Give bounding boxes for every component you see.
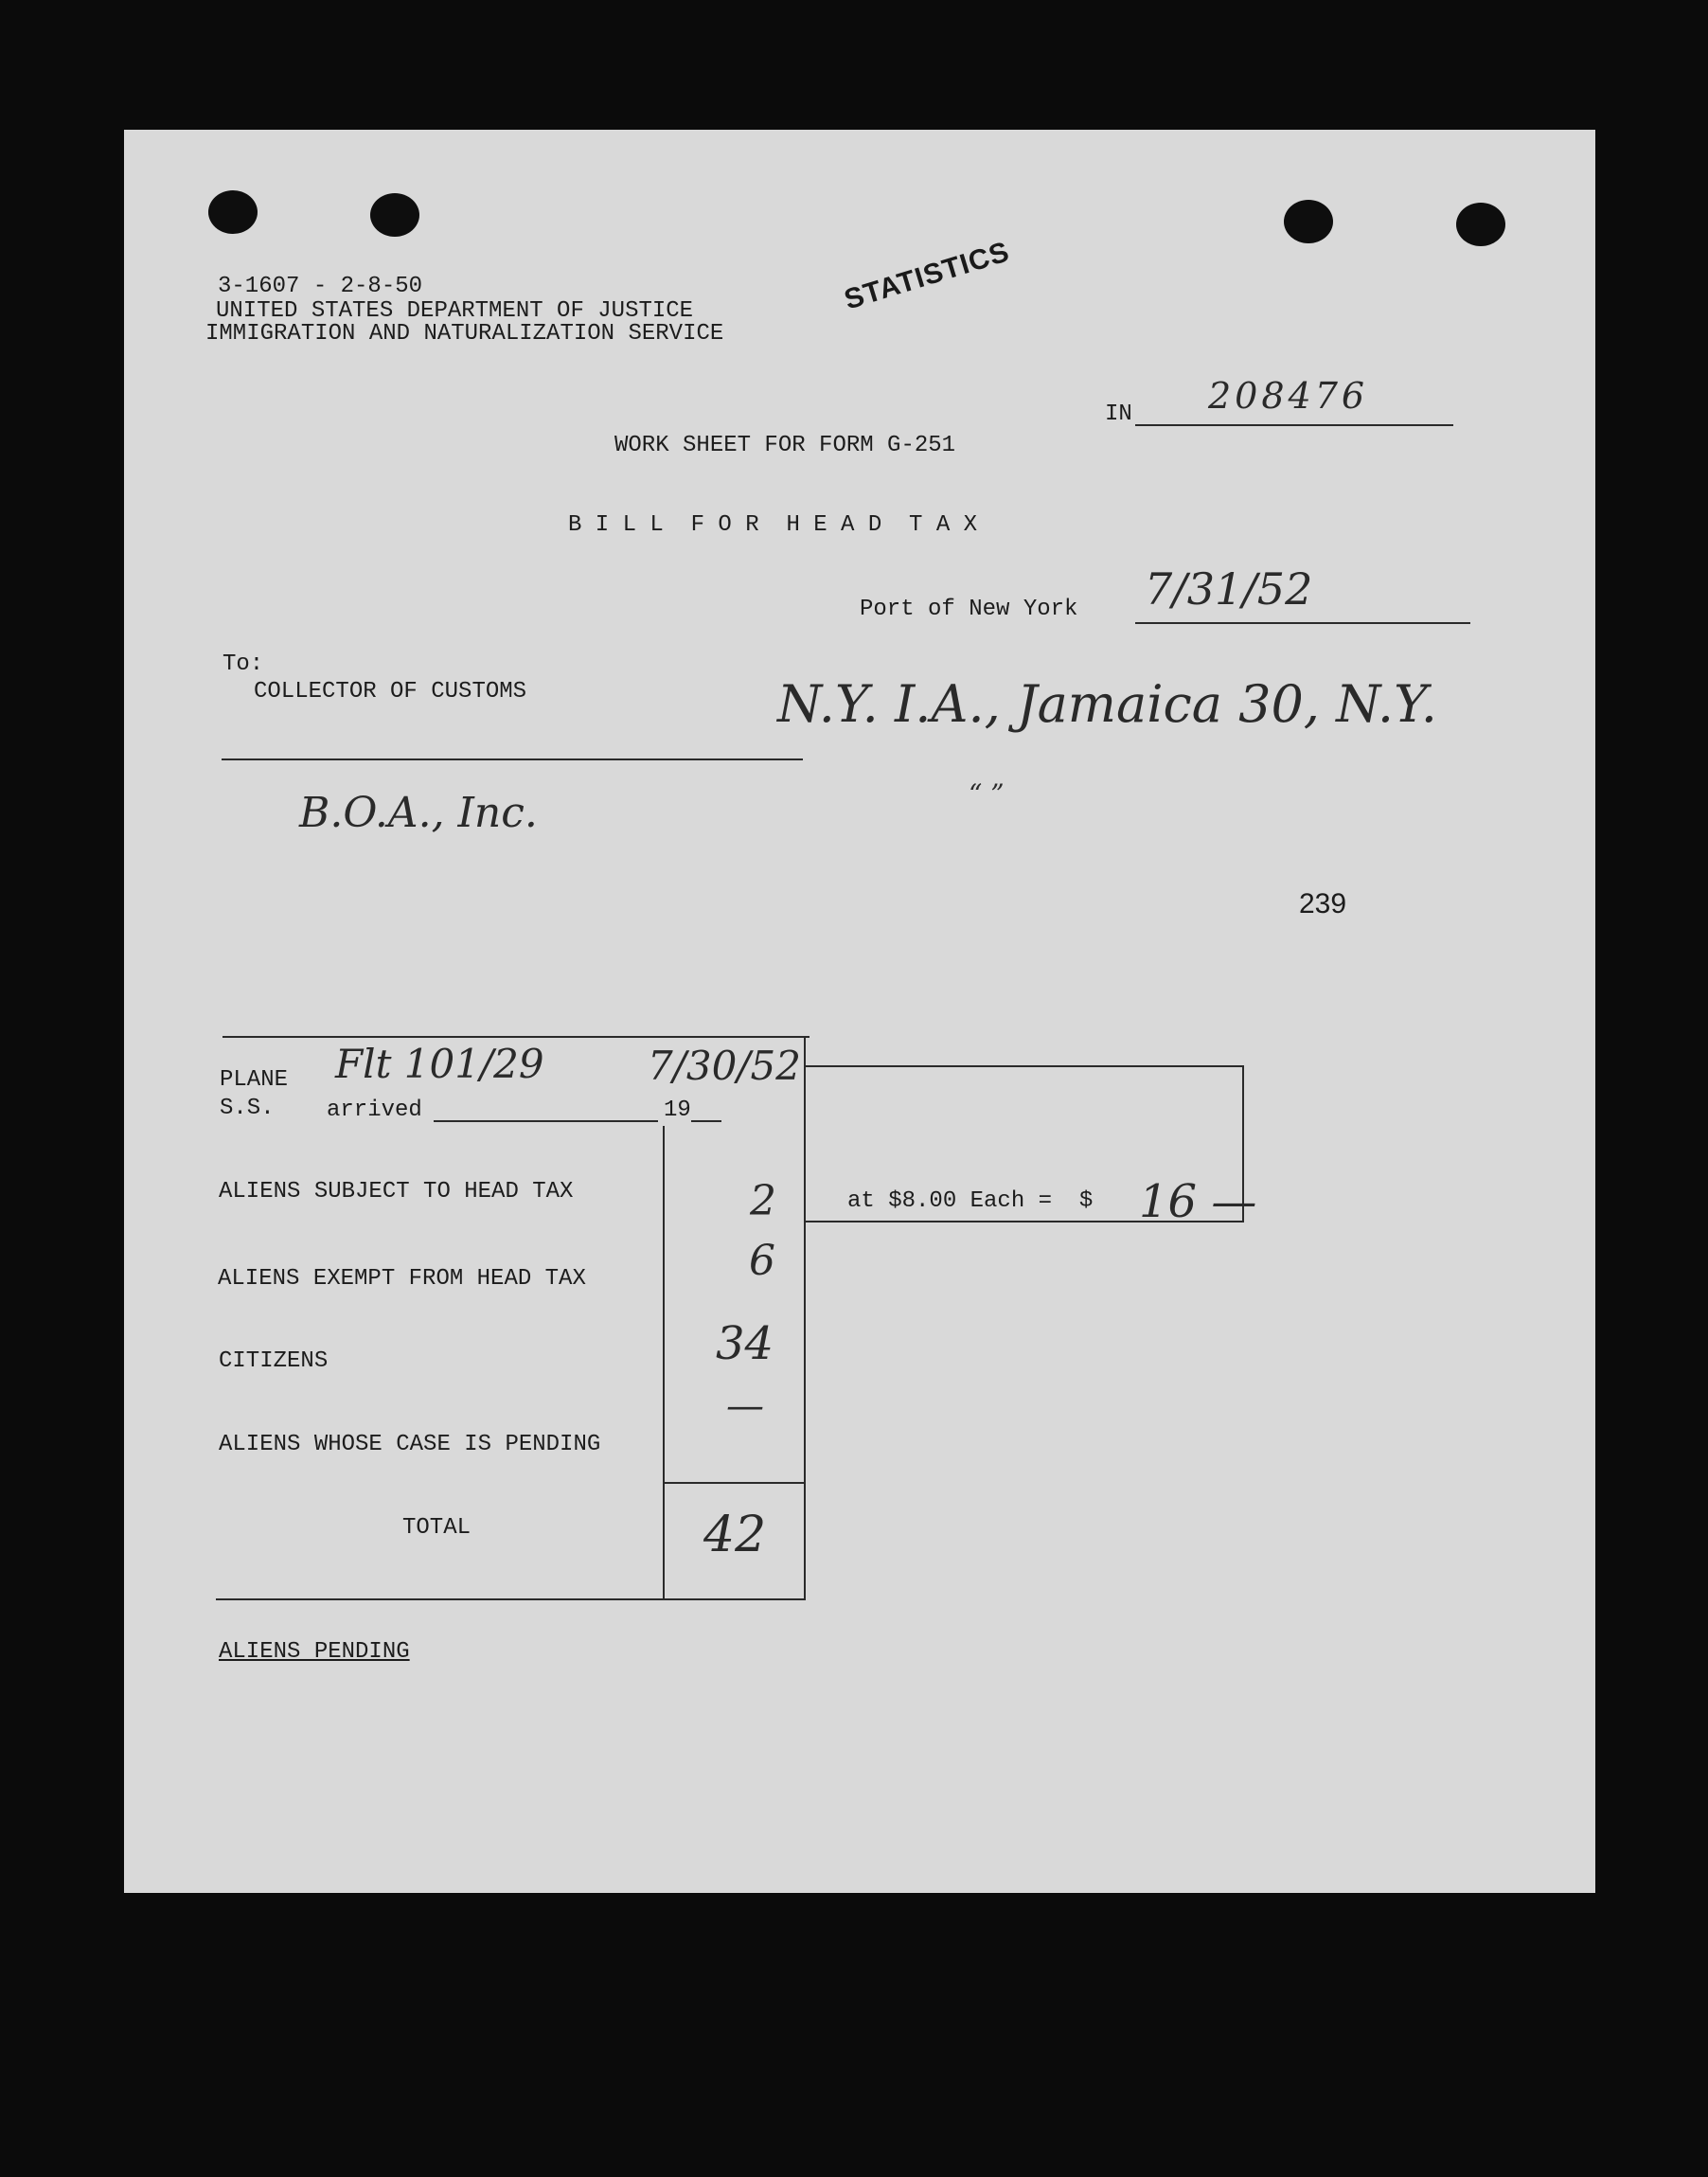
row-label-subject: ALIENS SUBJECT TO HEAD TAX	[219, 1179, 574, 1204]
punch-hole	[1284, 200, 1333, 243]
row-label-exempt: ALIENS EXEMPT FROM HEAD TAX	[218, 1266, 586, 1292]
statistics-stamp: STATISTICS	[841, 236, 1014, 316]
carrier-handwritten: B.O.A., Inc.	[299, 789, 538, 837]
tax-amount: 16 —	[1139, 1175, 1257, 1228]
agency-name: UNITED STATES DEPARTMENT OF JUSTICE	[216, 298, 694, 324]
page-number: 239	[1299, 888, 1347, 919]
row-value-citizens: 34	[716, 1317, 774, 1370]
to-label: To:	[222, 651, 264, 677]
flight-handwritten: Flt 101/29	[335, 1041, 544, 1087]
port-date-underline	[1135, 622, 1470, 624]
port-label: Port of New York	[860, 597, 1078, 622]
year-prefix: 19	[664, 1097, 691, 1123]
punch-hole	[1456, 203, 1505, 246]
location-handwritten: N.Y. I.A., Jamaica 30, N.Y.	[777, 674, 1437, 734]
row-label-pending: ALIENS WHOSE CASE IS PENDING	[219, 1432, 601, 1457]
service-name: IMMIGRATION AND NATURALIZATION SERVICE	[205, 321, 724, 347]
ditto-marks: “ ”	[969, 778, 1005, 810]
in-number: 208476	[1208, 375, 1369, 417]
table-right-rule	[804, 1036, 806, 1600]
row-value-pending: —	[726, 1384, 764, 1428]
plane-label: PLANE	[220, 1067, 289, 1093]
address-underline	[222, 758, 803, 760]
port-date: 7/31/52	[1145, 563, 1313, 615]
row-value-exempt: 6	[749, 1237, 775, 1285]
total-top-rule	[663, 1482, 806, 1484]
total-label: TOTAL	[402, 1515, 471, 1541]
rate-text: at $8.00 Each = $	[847, 1188, 1094, 1214]
row-value-subject: 2	[750, 1177, 776, 1225]
table-top-rule	[222, 1036, 810, 1038]
aliens-pending-label: ALIENS PENDING	[219, 1639, 410, 1665]
punch-hole	[208, 190, 258, 234]
total-value: 42	[703, 1507, 767, 1563]
arrival-date-handwritten: 7/30/52	[648, 1043, 801, 1089]
row-label-citizens: CITIZENS	[219, 1348, 329, 1374]
form-code: 3-1607 - 2-8-50	[218, 274, 423, 299]
table-bottom-rule	[216, 1598, 806, 1600]
worksheet-title: WORK SHEET FOR FORM G-251	[614, 433, 956, 458]
value-column-rule	[663, 1126, 665, 1600]
arrived-underline	[434, 1120, 658, 1122]
bill-title: B I L L F O R H E A D T A X	[568, 512, 978, 538]
ss-label: S.S.	[220, 1096, 275, 1121]
punch-hole	[370, 193, 419, 237]
document-sheet	[124, 130, 1595, 1893]
to-addressee: COLLECTOR OF CUSTOMS	[254, 679, 527, 705]
year-underline	[691, 1120, 721, 1122]
in-number-underline	[1135, 424, 1453, 426]
in-label: IN	[1105, 401, 1132, 427]
arrived-label: arrived	[327, 1097, 422, 1123]
tax-box-top	[806, 1065, 1243, 1067]
